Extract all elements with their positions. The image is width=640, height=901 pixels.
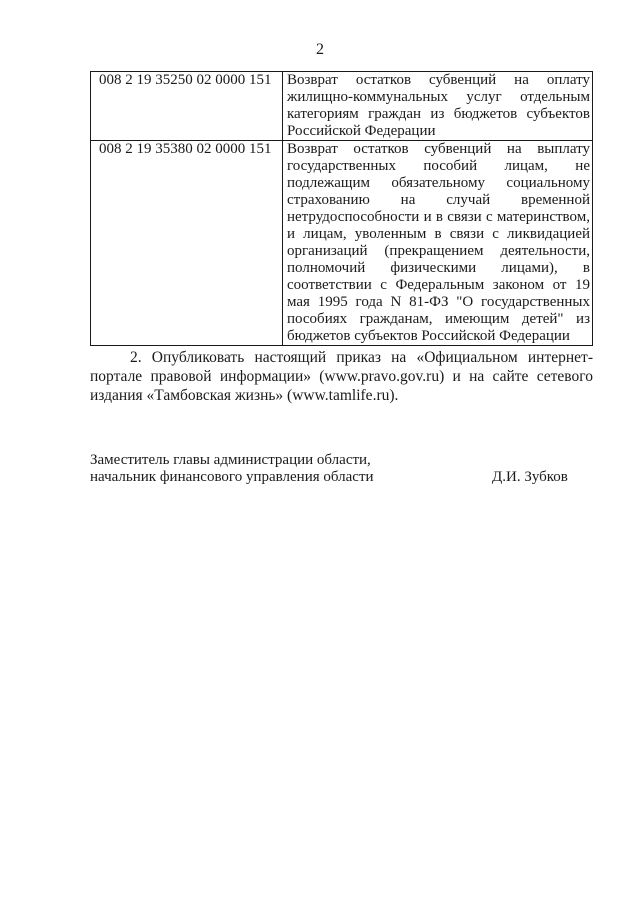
budget-description-cell: Возврат остатков субвенций на оплату жилищно-коммунальных услуг отдельным категориям граждан из бюджетов субъектов Российской Федерации [283, 72, 593, 141]
table-row [91, 141, 593, 346]
budget-code-cell: 008 2 19 35380 02 0000 151 [91, 141, 283, 346]
page-number: 2 [316, 41, 324, 58]
budget-code-cell: 008 2 19 35250 02 0000 151 [91, 72, 283, 141]
signatory-name: Д.И. Зубков [492, 469, 568, 485]
table-row [91, 72, 593, 141]
signature-block [90, 452, 570, 486]
budget-description-cell: Возврат остатков субвенций на выплату государственных пособий лицам, не подлежащим обязательному социальному страхованию на случай временной нетрудоспособности и в связи с материнством, и лицам, уволенным в связи с ликвидацией организаций (прекращением деятельности, полномочий физическими лицами), в соответствии с Федеральным законом от 19 мая 1995 года N 81-ФЗ "О государственных пособиях гражданам, имеющим детей" из бюджетов субъектов Российской Федерации [283, 141, 593, 346]
signatory-title-line-1: Заместитель главы администрации области, [90, 452, 371, 468]
publication-paragraph: 2. Опубликовать настоящий приказ на «Официальном интернет-портале правовой информации» (www.pravo.gov.ru) и на сайте сетевого издания «Тамбовская жизнь» (www.tamlife.ru). [90, 349, 593, 404]
budget-codes-table [90, 71, 593, 346]
signatory-title-line-2: начальник финансового управления области [90, 469, 374, 485]
